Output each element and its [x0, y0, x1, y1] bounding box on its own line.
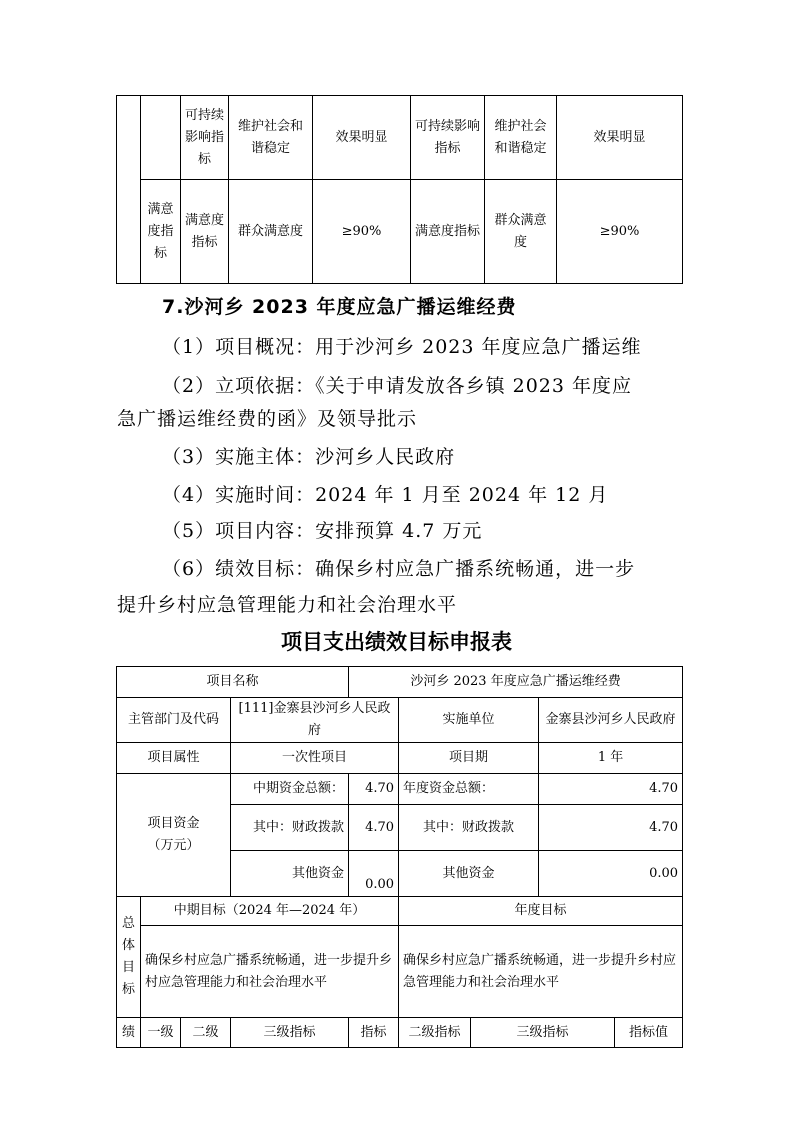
table-row	[117, 667, 683, 698]
indicator-cell: 可持续影响指标	[181, 96, 229, 180]
dept-value: [111]金寨县沙河乡人民政府	[231, 698, 399, 743]
header-lvl1: 一级	[141, 1018, 181, 1048]
table-row	[117, 774, 683, 805]
indicator-cell: ≥90%	[557, 180, 683, 284]
attr-label: 项目属性	[117, 743, 231, 774]
indicator-cell: 满意度指标	[181, 180, 229, 284]
table-row	[117, 1018, 683, 1048]
paragraph: （3）实施主体：沙河乡人民政府	[162, 446, 456, 468]
indicator-cell: 满意度指标	[411, 180, 485, 284]
indicator-cell: 维护社会和谐稳定	[229, 96, 313, 180]
header-lvl2: 二级	[181, 1018, 231, 1048]
project-name-value: 沙河乡 2023 年度应急广播运维经费	[349, 667, 683, 698]
indicator-cell: 效果明显	[313, 96, 411, 180]
year-goal-text: 确保乡村应急广播系统畅通，进一步提升乡村应急管理能力和社会治理水平	[399, 926, 683, 1018]
header-idx: 指标	[349, 1018, 399, 1048]
funds-label	[117, 774, 231, 897]
indicator-cell: 满意度指标	[141, 180, 181, 284]
perf-form-table	[116, 666, 683, 1048]
indicator-cell: ≥90%	[313, 180, 411, 284]
paragraph: （1）项目概况：用于沙河乡 2023 年度应急广播运维	[162, 336, 642, 358]
dept-label: 主管部门及代码	[117, 698, 231, 743]
table-row	[117, 926, 683, 1018]
indicator-cell: 可持续影响指标	[411, 96, 485, 180]
header-lvl2b: 二级指标	[399, 1018, 471, 1048]
period-label: 项目期	[399, 743, 539, 774]
perf-label: 绩	[117, 1018, 141, 1048]
period-value: 1 年	[539, 743, 683, 774]
table-row	[117, 180, 683, 284]
indicator-cell: 维护社会和谐稳定	[485, 96, 557, 180]
paragraph: （4）实施时间：2024 年 1 月至 2024 年 12 月	[162, 484, 609, 506]
header-idx-val: 指标值	[615, 1018, 683, 1048]
mid-total-label: 中期资金总额：	[231, 774, 349, 805]
form-title: 项目支出绩效目标申报表	[281, 630, 512, 654]
year-fiscal-value: 4.70	[539, 805, 683, 851]
year-other-value: 0.00	[539, 851, 683, 897]
paragraph: （6）绩效目标：确保乡村应急广播系统畅通，进一步	[162, 558, 636, 580]
year-total-value: 4.70	[539, 774, 683, 805]
funds-label-line1: 项目资金	[147, 816, 200, 831]
impl-value: 金寨县沙河乡人民政府	[539, 698, 683, 743]
mid-fiscal-label: 其中：财政拨款	[231, 805, 349, 851]
mid-total-value: 4.70	[349, 774, 399, 805]
indicator-cell: 群众满意度	[485, 180, 557, 284]
table-row	[117, 897, 683, 926]
table-row	[117, 698, 683, 743]
paragraph: （5）项目内容：安排预算 4.7 万元	[162, 520, 483, 542]
attr-value: 一次性项目	[231, 743, 399, 774]
top-table	[116, 95, 683, 284]
year-fiscal-label: 其中：财政拨款	[399, 805, 539, 851]
table-row	[117, 743, 683, 774]
paragraph: （2）立项依据：《关于申请发放各乡镇 2023 年度应	[162, 375, 633, 397]
impl-label: 实施单位	[399, 698, 539, 743]
header-lvl3b: 三级指标	[471, 1018, 615, 1048]
year-goal-header: 年度目标	[399, 897, 683, 926]
header-lvl3: 三级指标	[231, 1018, 349, 1048]
mid-goal-header: 中期目标（2024 年—2024 年）	[141, 897, 399, 926]
indicator-cell: 群众满意度	[229, 180, 313, 284]
indicator-cell: 效果明显	[557, 96, 683, 180]
project-name-label: 项目名称	[117, 667, 349, 698]
paragraph: 提升乡村应急管理能力和社会治理水平	[117, 594, 458, 616]
mid-fiscal-value: 4.70	[349, 805, 399, 851]
funds-label-line2: （万元）	[147, 838, 200, 853]
section-heading: 7.沙河乡 2023 年度应急广播运维经费	[162, 296, 517, 318]
paragraph: 急广播运维经费的函》及领导批示	[117, 408, 418, 430]
mid-other-label: 其他资金	[231, 851, 349, 897]
goal-label: 总体目标	[117, 897, 141, 1018]
mid-other-value: 0.00	[349, 851, 399, 897]
mid-goal-text: 确保乡村应急广播系统畅通，进一步提升乡村应急管理能力和社会治理水平	[141, 926, 399, 1018]
year-other-label: 其他资金	[399, 851, 539, 897]
year-total-label: 年度资金总额：	[399, 774, 539, 805]
table-row	[117, 96, 683, 180]
